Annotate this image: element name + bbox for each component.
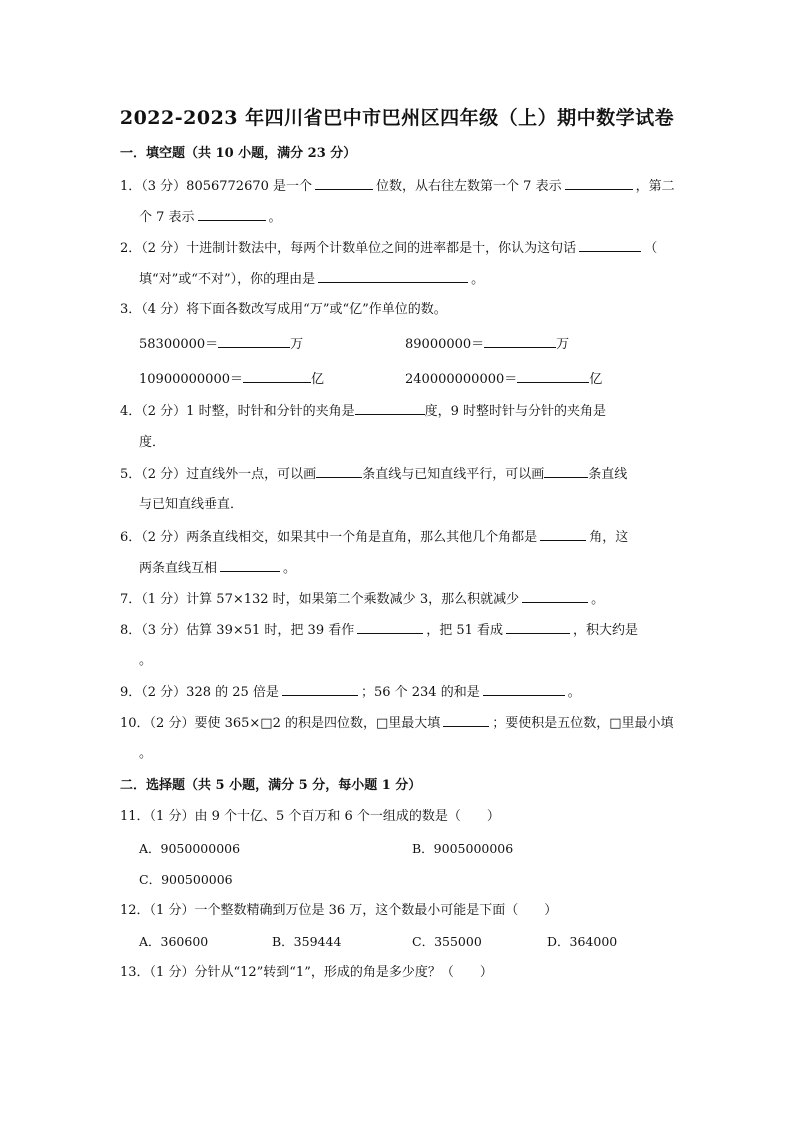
question-10-line2: 。 [139,746,153,761]
question-2: 2．（2 分）十进制计数法中，每两个计数单位之间的进率都是十，你认为这句话 （ [120,241,658,256]
answer-blank[interactable] [282,683,358,696]
option-d[interactable]: D．364000 [547,934,618,949]
question-7: 7．（1 分）计算 57×132 时，如果第二个乘数减少 3，那么积就减少 。 [120,592,605,607]
question-3-item: 240000000000＝ 亿 [405,372,603,387]
question-10: 10．（2 分）要使 365×□2 的积是四位数，□里最大填 ；要使积是五位数，□里最小填 [120,716,674,731]
answer-blank[interactable] [483,683,565,696]
answer-blank[interactable] [218,335,290,348]
question-8: 8．（3 分）估算 39×51 时，把 39 看作 ，把 51 看成 ，积大约是 [120,623,639,638]
question-3: 3．（4 分）将下面各数改写成用“万”或“亿”作单位的数。 [120,302,447,317]
answer-blank[interactable] [315,177,373,190]
question-3-item: 10900000000＝ 亿 [139,372,324,387]
question-1-line2: 个 7 表示 。 [139,210,282,225]
question-8-line2: 。 [139,653,153,668]
answer-blank[interactable] [443,714,489,727]
answer-blank[interactable] [517,370,589,383]
answer-blank[interactable] [484,335,556,348]
question-9: 9．（2 分）328 的 25 倍是 ；56 个 234 的和是 。 [120,685,581,700]
question-13: 13．（1 分）分针从“12”转到“1”，形成的角是多少度？（ ） [120,965,493,980]
answer-blank[interactable] [355,402,425,415]
answer-blank[interactable] [506,621,570,634]
option-a[interactable]: A．9050000006 [139,841,241,856]
question-3-item: 89000000＝ 万 [405,337,570,352]
page-title: 2022-2023 年四川省巴中市巴州区四年级（上）期中数学试卷 [119,107,675,129]
answer-blank[interactable] [198,208,266,221]
answer-blank[interactable] [220,559,280,572]
question-6-line2: 两条直线互相 。 [139,561,297,576]
question-11: 11．（1 分）由 9 个十亿、5 个百万和 6 个一组成的数是（ ） [120,809,500,824]
question-2-line2: 填“对”或“不对”），你的理由是 。 [139,272,485,287]
answer-blank[interactable] [540,528,586,541]
question-5: 5．（2 分）过直线外一点，可以画 条直线与已知直线平行，可以画 条直线 [120,467,628,482]
answer-blank[interactable] [318,270,468,283]
question-12: 12．（1 分）一个整数精确到万位是 36 万，这个数最小可能是下面（ ） [120,903,558,918]
section-heading-fill-blank: 一．填空题（共 10 小题，满分 23 分） [120,146,357,161]
option-b[interactable]: B．359444 [272,934,342,949]
answer-blank[interactable] [544,465,588,478]
option-b[interactable]: B．9005000006 [412,841,514,856]
answer-blank[interactable] [316,465,362,478]
answer-blank[interactable] [565,177,633,190]
answer-blank[interactable] [357,621,423,634]
option-c[interactable]: C．355000 [412,934,482,949]
option-a[interactable]: A．360600 [139,934,209,949]
question-5-line2: 与已知直线垂直． [139,497,244,512]
section-heading-multiple-choice: 二．选择题（共 5 小题，满分 5 分，每小题 1 分） [120,778,422,793]
question-4-line2: 度． [139,435,166,450]
question-4: 4．（2 分）1 时整，时针和分针的夹角是 度，9 时整时针与分针的夹角是 [120,404,606,419]
answer-blank[interactable] [243,370,311,383]
option-c[interactable]: C．900500006 [139,872,233,887]
answer-blank[interactable] [579,239,641,252]
question-1: 1．（3 分）8056772670 是一个 位数，从右往左数第一个 7 表示 ，第二 [120,179,675,194]
question-6: 6．（2 分）两条直线相交，如果其中一个角是直角，那么其他几个角都是 角，这 [120,530,629,545]
answer-blank[interactable] [522,590,588,603]
question-3-item: 58300000＝ 万 [139,337,304,352]
